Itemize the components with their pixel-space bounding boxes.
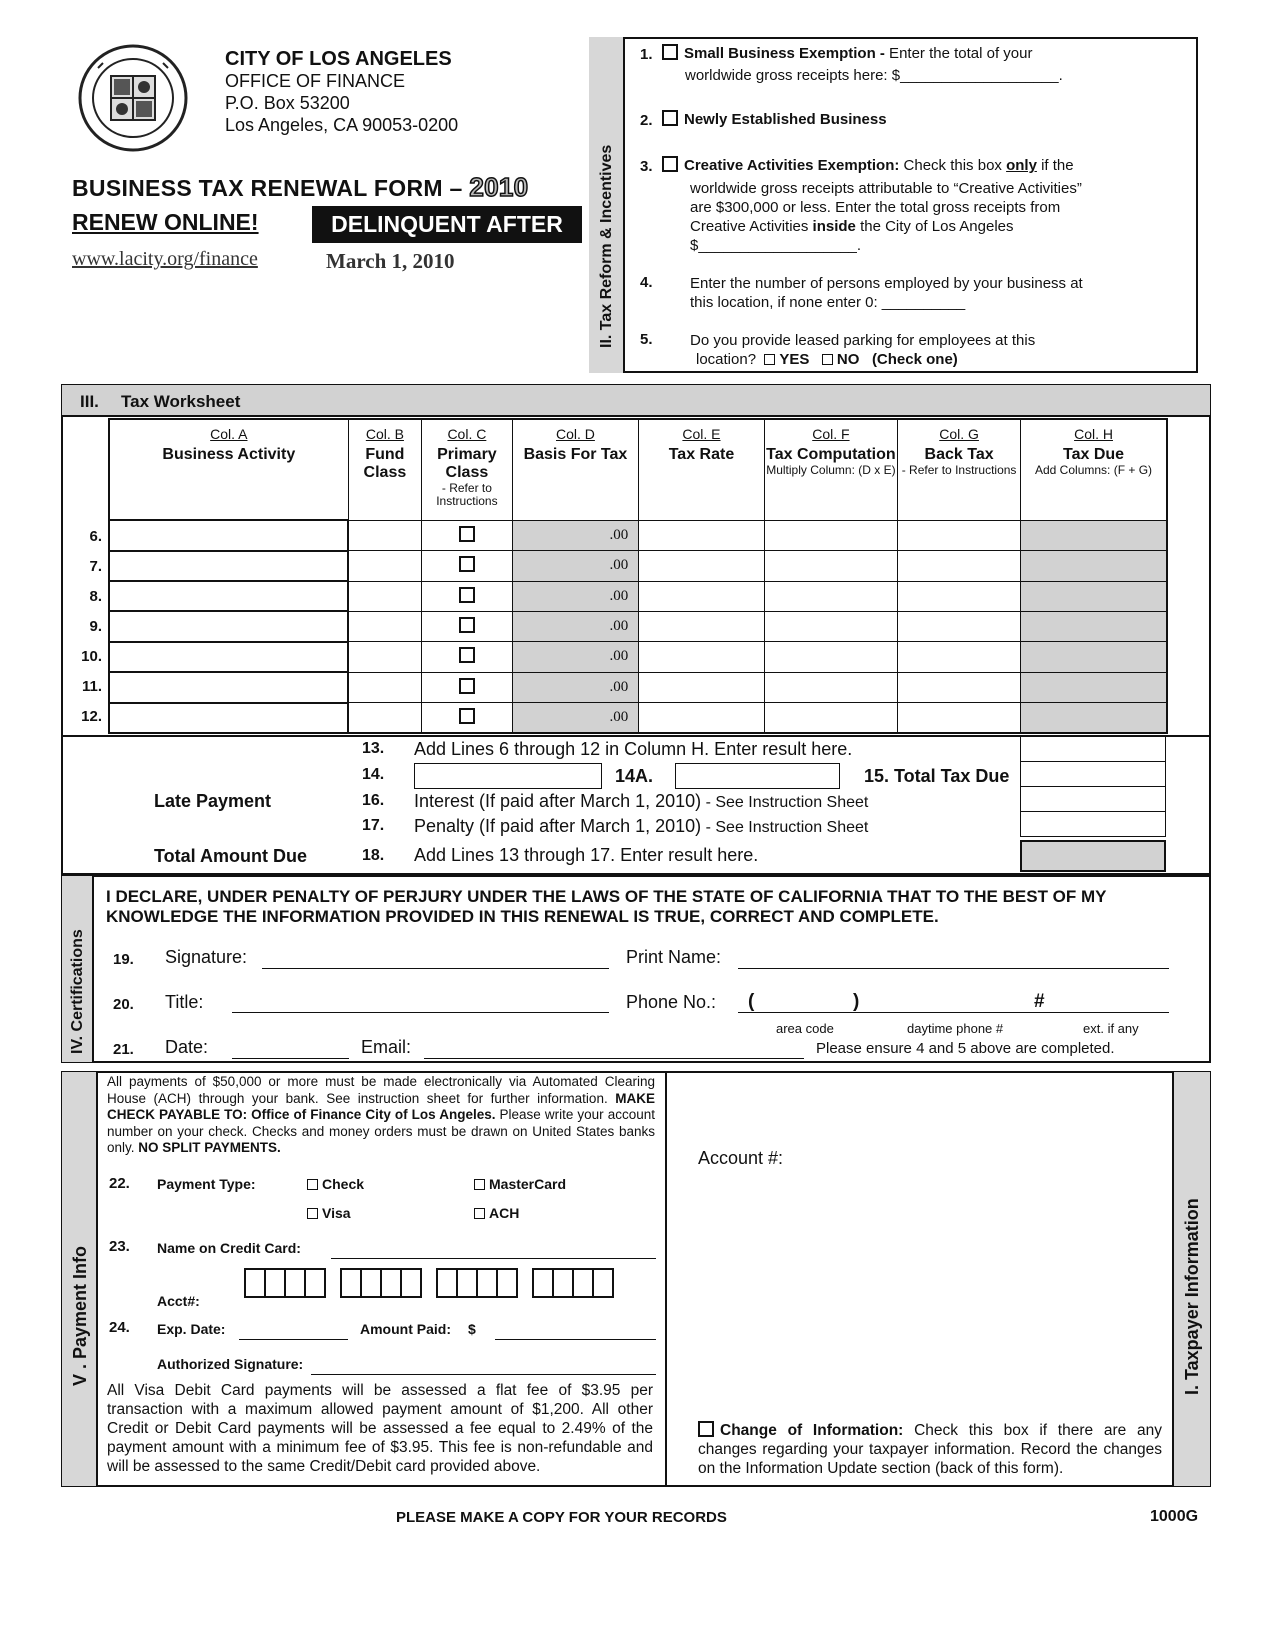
row-7-col-d-cell[interactable]	[512, 551, 639, 581]
line-13-field[interactable]	[1020, 737, 1166, 762]
primary-class-checkbox[interactable]	[459, 556, 475, 572]
card-digit-box[interactable]	[456, 1268, 478, 1298]
row-10-col-b-cell[interactable]	[348, 642, 421, 672]
cents-label: .00	[609, 678, 629, 695]
creative-activities-text: Check this box	[899, 157, 1007, 174]
ext-label: ext. if any	[1083, 1021, 1139, 1036]
creative-activities-label: Creative Activities Exemption:	[684, 157, 900, 174]
column-header-d: Col. D Basis For Tax	[512, 419, 639, 520]
line-23-number: 23.	[109, 1238, 130, 1255]
row-11-col-h-cell[interactable]	[1021, 672, 1167, 702]
line-24-number: 24.	[109, 1319, 130, 1336]
visa-checkbox[interactable]	[307, 1208, 318, 1219]
line-16-number: 16.	[362, 792, 385, 809]
date-label: Date:	[165, 1037, 209, 1057]
name-on-card-label: Name on Credit Card:	[157, 1240, 301, 1256]
row-10-col-f-cell[interactable]	[764, 642, 897, 672]
row-6-col-e-cell[interactable]	[639, 520, 764, 550]
office-name: CITY OF LOS ANGELES	[225, 48, 452, 70]
row-10-col-g-cell[interactable]	[898, 642, 1021, 672]
row-12-col-e-cell[interactable]	[639, 703, 764, 733]
worksheet-row	[109, 642, 1167, 672]
renew-online-link[interactable]: RENEW ONLINE!	[72, 209, 259, 235]
row-12-col-g-cell[interactable]	[898, 703, 1021, 733]
column-header-g: Col. G Back Tax - Refer to Instructions	[898, 419, 1021, 520]
worksheet-row	[109, 703, 1167, 733]
row-8-col-b-cell[interactable]	[348, 581, 421, 611]
worksheet-row	[109, 551, 1167, 581]
print-name-label: Print Name:	[626, 947, 722, 967]
row-6-col-a-cell[interactable]	[109, 520, 348, 550]
primary-class-checkbox[interactable]	[459, 678, 475, 694]
row-11-col-g-cell[interactable]	[898, 672, 1021, 702]
line-17-note: - See Instruction Sheet	[701, 819, 869, 836]
card-digit-box[interactable]	[360, 1268, 382, 1298]
column-header-a: Col. A Business Activity	[109, 419, 348, 520]
cents-label: .00	[609, 526, 629, 543]
creative-activities-only: only	[1006, 157, 1037, 174]
line-14-number: 14.	[362, 766, 385, 783]
row-number: 10.	[81, 648, 102, 665]
cents-label: .00	[609, 648, 629, 665]
visa-label: Visa	[322, 1205, 351, 1221]
item-1-number: 1.	[640, 46, 653, 63]
row-number: 12.	[81, 708, 102, 725]
row-6-col-h-cell[interactable]	[1021, 520, 1167, 550]
line-15-field[interactable]	[1020, 762, 1166, 787]
phone-label: Phone No.:	[626, 992, 717, 1012]
total-amount-due-label: Total Amount Due	[154, 846, 307, 866]
row-9-col-b-cell[interactable]	[348, 611, 421, 641]
payment-type-label: Payment Type:	[157, 1176, 256, 1192]
row-8-col-a-cell[interactable]	[109, 581, 348, 611]
card-digit-box[interactable]	[400, 1268, 422, 1298]
email-field[interactable]	[424, 1040, 804, 1059]
card-digit-box[interactable]	[572, 1268, 594, 1298]
row-9-col-e-cell[interactable]	[639, 611, 764, 641]
title-field[interactable]	[232, 994, 609, 1013]
line-17-text: Penalty (If paid after March 1, 2010)	[414, 816, 702, 836]
line-21-number: 21.	[113, 1041, 134, 1058]
row-10-col-e-cell[interactable]	[639, 642, 764, 672]
delinquent-date: March 1, 2010	[326, 249, 455, 273]
daytime-phone-label: daytime phone #	[907, 1021, 1004, 1036]
row-9-col-f-cell[interactable]	[764, 611, 897, 641]
row-12-col-a-cell[interactable]	[109, 703, 348, 733]
exp-date-field[interactable]	[239, 1321, 348, 1340]
line-19-number: 19.	[113, 951, 134, 968]
row-11-col-b-cell[interactable]	[348, 672, 421, 702]
payment-info-label: V . Payment Info	[70, 1245, 90, 1386]
worksheet-row	[109, 520, 1167, 550]
row-6-col-c-cell[interactable]	[422, 520, 513, 550]
row-11-col-f-cell[interactable]	[764, 672, 897, 702]
creative-activities-text-2: if the	[1036, 157, 1074, 174]
card-digit-box[interactable]	[532, 1268, 554, 1298]
card-digit-box[interactable]	[476, 1268, 498, 1298]
row-9-col-c-cell[interactable]	[422, 611, 513, 641]
row-10-col-d-cell[interactable]	[512, 642, 639, 672]
column-header-f: Col. F Tax Computation Multiply Column: (D x E)	[764, 419, 897, 520]
ach-instructions: All payments of $50,000 or more must be made electronically via Automated Clearing House (ACH) through your bank. See instruction sheet for further information. MAKE CHECK PAYABLE TO: Office of Finance City of Los Angeles. Please write your account number on your check. Checks and money orders must be drawn on United States banks only. NO SPLIT PAYMENTS.	[107, 1074, 655, 1155]
amount-paid-label: Amount Paid:	[360, 1321, 451, 1337]
email-label: Email:	[361, 1037, 412, 1057]
row-number: 8.	[89, 588, 102, 605]
row-6-col-b-cell[interactable]	[348, 520, 421, 550]
title-label: Title:	[165, 992, 204, 1012]
line-18-number: 18.	[362, 847, 385, 864]
row-7-col-a-cell[interactable]	[109, 551, 348, 581]
office-city: Los Angeles, CA 90053-0200	[225, 115, 459, 135]
line-16-text: Interest (If paid after March 1, 2010)	[414, 791, 702, 811]
row-9-col-d-cell[interactable]	[512, 611, 639, 641]
authorized-signature-label: Authorized Signature:	[157, 1356, 304, 1372]
copy-notice: PLEASE MAKE A COPY FOR YOUR RECORDS	[396, 1509, 727, 1526]
row-9-col-h-cell[interactable]	[1021, 611, 1167, 641]
row-7-col-b-cell[interactable]	[348, 551, 421, 581]
authorized-signature-field[interactable]	[311, 1356, 656, 1375]
line-13-number: 13.	[362, 740, 385, 757]
row-8-col-g-cell[interactable]	[898, 581, 1021, 611]
card-number-boxes[interactable]	[244, 1268, 628, 1302]
cents-label: .00	[609, 618, 629, 635]
row-12-col-d-cell[interactable]	[512, 703, 639, 733]
row-12-col-c-cell[interactable]	[422, 703, 513, 733]
card-digit-box[interactable]	[380, 1268, 402, 1298]
card-digit-box[interactable]	[552, 1268, 574, 1298]
ensure-note: Please ensure 4 and 5 above are completed.	[816, 1040, 1115, 1057]
row-11-col-e-cell[interactable]	[639, 672, 764, 702]
column-header-b: Col. B Fund Class	[348, 419, 421, 520]
worksheet-table	[108, 418, 1168, 734]
check-label: Check	[322, 1176, 365, 1192]
finance-url-link[interactable]: www.lacity.org/finance	[72, 248, 258, 270]
card-digit-box[interactable]	[592, 1268, 614, 1298]
area-code-label: area code	[776, 1021, 834, 1036]
employees-field[interactable]: this location, if none enter 0: __________	[690, 294, 966, 311]
line-16-field[interactable]	[1020, 787, 1166, 812]
card-digit-box[interactable]	[340, 1268, 362, 1298]
cents-label: .00	[609, 709, 629, 726]
line-13-text: Add Lines 6 through 12 in Column H. Enter result here.	[414, 739, 853, 759]
line-18-text: Add Lines 13 through 17. Enter result here.	[414, 845, 759, 865]
item-4-number: 4.	[640, 274, 653, 291]
row-8-col-e-cell[interactable]	[639, 581, 764, 611]
delinquent-banner: DELINQUENT AFTER	[312, 206, 582, 243]
creative-activities-checkbox[interactable]	[662, 156, 678, 172]
row-10-col-a-cell[interactable]	[109, 642, 348, 672]
newly-established-checkbox[interactable]	[662, 110, 678, 126]
amount-dollar-sign: $	[468, 1321, 476, 1337]
mastercard-checkbox[interactable]	[474, 1179, 485, 1190]
parking-yes-checkbox[interactable]	[764, 354, 775, 365]
primary-class-checkbox[interactable]	[459, 708, 475, 724]
row-number: 7.	[89, 558, 102, 575]
name-on-card-field[interactable]	[331, 1240, 656, 1259]
row-8-col-c-cell[interactable]	[422, 581, 513, 611]
row-7-col-g-cell[interactable]	[898, 551, 1021, 581]
exp-date-label: Exp. Date:	[157, 1321, 226, 1337]
item-5-number: 5.	[640, 331, 653, 348]
check-checkbox[interactable]	[307, 1179, 318, 1190]
row-6-col-d-cell[interactable]	[512, 520, 639, 550]
row-number: 6.	[89, 528, 102, 545]
row-12-col-h-cell[interactable]	[1021, 703, 1167, 733]
form-title: BUSINESS TAX RENEWAL FORM – 2010	[72, 172, 529, 202]
row-12-col-f-cell[interactable]	[764, 703, 897, 733]
parking-no-checkbox[interactable]	[822, 354, 833, 365]
card-account-label: Acct#:	[157, 1293, 200, 1309]
row-7-col-e-cell[interactable]	[639, 551, 764, 581]
total-tax-due-label: 15. Total Tax Due	[864, 766, 1010, 786]
office-dept: OFFICE OF FINANCE	[225, 71, 405, 91]
row-8-col-f-cell[interactable]	[764, 581, 897, 611]
change-info-checkbox[interactable]	[698, 1421, 714, 1437]
line-17-field[interactable]	[1020, 812, 1166, 837]
cents-label: .00	[609, 587, 629, 604]
line-20-number: 20.	[113, 996, 134, 1013]
signature-label: Signature:	[165, 947, 248, 967]
form-code: 1000G	[1150, 1508, 1199, 1525]
phone-open-paren: (	[748, 991, 755, 1012]
column-header-c: Col. C Primary Class - Refer to Instructions	[422, 419, 513, 520]
worksheet-row	[109, 611, 1167, 641]
change-info-notice: Change of Information: Check this box if there are any changes regarding your taxpayer information. Record the changes on the Information Update section (back of this form).	[698, 1422, 1162, 1477]
office-box: P.O. Box 53200	[225, 93, 350, 113]
mastercard-label: MasterCard	[489, 1176, 567, 1192]
line-16-note: - See Instruction Sheet	[701, 794, 869, 811]
worksheet-title: Tax Worksheet	[121, 392, 241, 411]
taxpayer-info-label: I. Taxpayer Information	[1182, 1198, 1202, 1395]
date-field[interactable]	[232, 1040, 349, 1059]
line-14-field[interactable]	[414, 763, 602, 789]
card-digit-box[interactable]	[244, 1268, 266, 1298]
column-header-e: Col. E Tax Rate	[639, 419, 764, 520]
row-8-col-d-cell[interactable]	[512, 581, 639, 611]
small-business-exemption-text: Enter the total of your	[884, 45, 1033, 62]
print-name-field[interactable]	[738, 950, 1169, 969]
line-22-number: 22.	[109, 1175, 130, 1192]
certification-label: IV. Certifications	[69, 929, 86, 1054]
row-7-col-c-cell[interactable]	[422, 551, 513, 581]
row-11-col-c-cell[interactable]	[422, 672, 513, 702]
item-3-number: 3.	[640, 158, 653, 175]
card-digit-box[interactable]	[496, 1268, 518, 1298]
section-tax-reform-label: II. Tax Reform & Incentives	[598, 144, 615, 348]
employees-question: Enter the number of persons employed by your business at this location, if none enter 0: __________	[690, 275, 1083, 311]
primary-class-checkbox[interactable]	[459, 617, 475, 633]
signature-field[interactable]	[262, 950, 609, 969]
parking-question: Do you provide leased parking for employees at this location? YES NO (Check one)	[690, 332, 1036, 368]
line-17-number: 17.	[362, 817, 385, 834]
row-12-col-b-cell[interactable]	[348, 703, 421, 733]
gross-receipts-field[interactable]: worldwide gross receipts here: $___________________.	[685, 67, 1063, 84]
row-7-col-h-cell[interactable]	[1021, 551, 1167, 581]
cents-label: .00	[609, 557, 629, 574]
row-6-col-f-cell[interactable]	[764, 520, 897, 550]
card-digit-box[interactable]	[304, 1268, 326, 1298]
city-seal	[78, 44, 188, 152]
row-7-col-f-cell[interactable]	[764, 551, 897, 581]
phone-field[interactable]	[738, 994, 1169, 1013]
account-number-label: Account #:	[698, 1148, 784, 1168]
line-14a-label: 14A.	[615, 766, 654, 786]
newly-established-label: Newly Established Business	[684, 111, 887, 128]
row-10-col-h-cell[interactable]	[1021, 642, 1167, 672]
item-2-number: 2.	[640, 112, 653, 129]
creative-receipts-field[interactable]: $___________________.	[690, 237, 862, 254]
form-year: 2010	[469, 172, 529, 202]
line-18-field[interactable]	[1020, 840, 1166, 872]
card-digit-box[interactable]	[284, 1268, 306, 1298]
small-business-exemption-checkbox[interactable]	[662, 44, 678, 60]
row-9-col-g-cell[interactable]	[898, 611, 1021, 641]
card-fee-notice: All Visa Debit Card payments will be assessed a flat fee of $3.95 per transaction with a maximum allowed payment amount of $1,200. All other Credit or Debit Card payments will be assessed a fee equal to 2.49% of the payment amount with a minimum fee of $3.95. This fee is non-refundable and will be assessed to the same Credit/Debit card provided above.	[107, 1382, 653, 1475]
ach-checkbox[interactable]	[474, 1208, 485, 1219]
row-10-col-c-cell[interactable]	[422, 642, 513, 672]
small-business-exemption-label: Small Business Exemption -	[684, 45, 885, 62]
column-header-h: Col. H Tax Due Add Columns: (F + G)	[1021, 419, 1167, 520]
card-digit-box[interactable]	[436, 1268, 458, 1298]
totals-column	[1020, 737, 1166, 875]
late-payment-label: Late Payment	[154, 791, 272, 811]
worksheet-number: III.	[80, 392, 99, 411]
primary-class-checkbox[interactable]	[459, 647, 475, 663]
phone-close-paren: )	[853, 991, 860, 1012]
card-digit-box[interactable]	[264, 1268, 286, 1298]
creative-activities-description: worldwide gross receipts attributable to “Creative Activities” are $300,000 or less. Enter the total gross receipts from Creative Activities inside the City of Los Angeles $___________________.	[690, 180, 1082, 254]
worksheet-row	[109, 672, 1167, 702]
row-11-col-d-cell[interactable]	[512, 672, 639, 702]
perjury-declaration: I DECLARE, UNDER PENALTY OF PERJURY UNDER THE LAWS OF THE STATE OF CALIFORNIA THAT TO THE BEST OF MY KNOWLEDGE THE INFORMATION PROVIDED IN THIS RENEWAL IS TRUE, CORRECT AND COMPLETE.	[106, 887, 1107, 926]
ach-label: ACH	[489, 1205, 520, 1221]
row-8-col-h-cell[interactable]	[1021, 581, 1167, 611]
amount-paid-field[interactable]	[495, 1321, 656, 1340]
phone-ext-hash: #	[1034, 991, 1045, 1012]
row-number: 9.	[89, 618, 102, 635]
primary-class-checkbox[interactable]	[459, 526, 475, 542]
row-9-col-a-cell[interactable]	[109, 611, 348, 641]
row-11-col-a-cell[interactable]	[109, 672, 348, 702]
primary-class-checkbox[interactable]	[459, 587, 475, 603]
worksheet-row	[109, 581, 1167, 611]
line-14a-field[interactable]	[675, 763, 840, 789]
row-number: 11.	[81, 678, 102, 695]
row-6-col-g-cell[interactable]	[898, 520, 1021, 550]
